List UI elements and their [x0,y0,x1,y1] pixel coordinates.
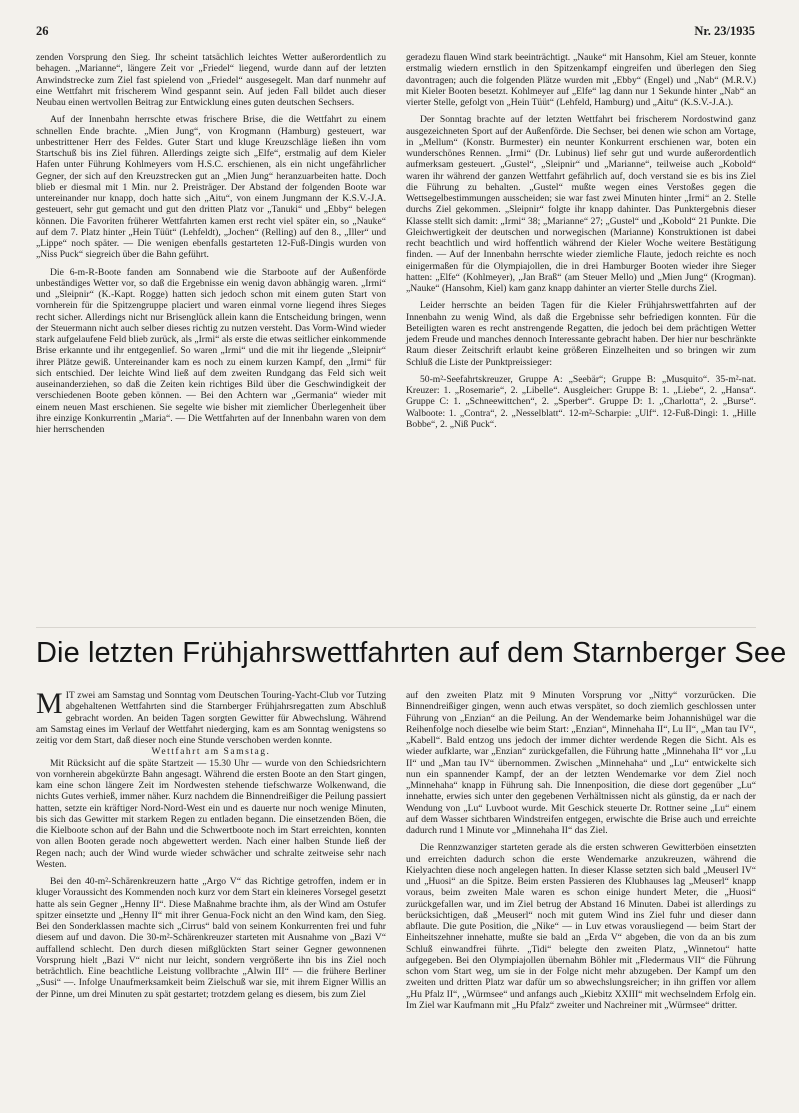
paragraph: Mit Rücksicht auf die späte Startzeit — 15.30 Uhr — wurde von den Schiedsrichtern von vornherein abgekürzte Bahn angesagt. Während die ersten Boote an den Start gingen, kam eine schon längere Zeit im Nordwesten stehende tiefschwarze Wolkenwand, die nichts Gutes verhieß, immer näher. Kurz nachdem die Binnendreißiger die Peilung passiert hatten, setzte ein kräftiger Nord-Nord-West ein und es dauerte nur noch wenige Minuten, bis sich das Gewitter mit starkem Regen zu entladen begann. Die einsetzenden Böen, die die Kielboote schon auf der Bahn und die Schwertboote noch im Start erreichten, konnten von allen Booten gerade noch abgewettert werden. Nach einer halben Stunde ließ der Regen nach; auch der Wind wurde wieder schwächer und schralte zeitweise sehr nach Westen. [36,757,386,870]
paragraph: auf den zweiten Platz mit 9 Minuten Vorsprung vor „Nitty“ vorzurücken. Die Binnendreißiger gingen, wenn auch etwas verspätet, so doch ziemlich geschlossen unter Führung von „Enzian“ an die Peilung. An der Wendemarke beim Johannishügel war die Reihenfolge noch dieselbe wie beim Start: „Enzian“, Minnehaha II“, Lu II“, „Man tau IV“, „Kabell“. Bald entzog uns jedoch der immer dichter werdende Regen die Sicht. Als es wieder aufklarte, war „Enzian“ zurückgefallen, die Führung hatte „Minnehaha II“ vor „Lu II“ und „Man tau IV“ übernommen. Zwischen „Minnehaha“ und „Lu“ entwickelte sich nun ein spannender Kampf, der an der letzten Wendemarke vor dem Ziel noch „Minnehaha“ knapp in Führung sah. Die Innenposition, die diese dort gegenüber „Lu“ innehatte, erwies sich unter den gegebenen Verhältnissen nicht als günstig, da er nach der Wendung von „Lu“ Luvboot wurde. Mit Geschick steuerte Dr. Rottner seine „Lu“ einem auf dem Wasser sichtbaren Windstreifen entgegen, erwischte die Brise auch und erreichte dadurch rund 1 Minute vor „Minnehaha II“ das Ziel. [406,690,756,836]
paragraph: Leider herrschte an beiden Tagen für die Kieler Frühjahrswettfahrten auf der Innenbahn zu wenig Wind, als daß die Ergebnisse sehr befriedigen konnten. Für die Beteiligten waren es recht anstrengende Regatten, die jedoch bei dem prächtigen Wetter jedem Freude und manches dennoch Interessante gebracht haben. Der hier nur beschränkte Raum dieser Zeitschrift erlaubt keine größeren Einzelheiten und so bringen wir zum Schluß die Liste der Punktpreissieger: [406,300,756,368]
page-number: 26 [36,24,49,38]
intro-paragraph [36,690,386,746]
top-left-column [36,52,386,620]
intro-text: IT zwei am Samstag und Sonntag vom Deutschen Touring-Yacht-Club vor Tutzing abgehaltenen Wettfahrten sind die Starnberger Frühjahrsregatten zum Abschluß gebracht worden. An beiden Tagen sorgten Gewitter für Abwechslung. Während am Samstag eines im Verlauf der Wettfahrt niederging, kam es am Sonntag wenigstens so zeitig vor dem Start, daß dieser noch eine Stunde verschoben werden konnte. [36,690,386,746]
bottom-right-column [406,690,756,1100]
paragraph: Der Sonntag brachte auf der letzten Wettfahrt bei frischerem Nordostwind ganz ausgezeichneten Sport auf der Außenförde. Die Sechser, bei denen wie schon am Vortage, in „Mellum“ (Konstr. Burmester) ein neunter Konkurrent erschienen war, boten ein wunderschönes Rennen. „Irmi“ (Dr. Lubinus) lief sehr gut und wurde außerordentlich aufmerksam gesteuert. „Gustel“, „Sleipnir“ und „Marianne“, teilweise auch „Kobold“ waren ihr während der ganzen Wettfahrt gefährlich auf, doch verstand sie es bis ins Ziel die Führung zu behalten. „Gustel“ mußte wegen eines Verstoßes gegen die Wettsegelbestimmungen ausscheiden; sie war fast zwei Minuten hinter „Irmi“ an 2. Stelle durchs Ziel gekommen. „Sleipnir“ folgte ihr knapp dahinter. Das Punktergebnis dieser Klasse stellt sich damit: „Irmi“ 38; „Marianne“ 27; „Gustel“ und „Kobold“ 21 Punkte. Die Gleichwertigkeit der deutschen und norwegischen (Marianne) Konstruktionen ist dabei recht beachtlich und wird hoffentlich während der Kieler Woche weitere Bestätigung finden. — Auf der Innenbahn herrschte wieder ziemliche Flaute, jedoch reichte es noch einigermaßen für die Olympiajollen, die in drei Hamburger Booten wieder ihre Sieger hatten: „Elfe“ (Kohlmeyer), „Jan Braß“ (am Steuer Mello) und „Mien Jung“ (Krogman). „Nauke“ (Hansohm, Kiel) kam ganz knapp dahinter an vierter Stelle durchs Ziel. [406,114,756,294]
page-header [36,24,755,46]
drop-cap: M [36,690,63,720]
paragraph: geradezu flauen Wind stark beeinträchtigt. „Nauke“ mit Hansohm, Kiel am Steuer, konnte erstmalig wiedern ernstlich in den Spitzenkampf eingreifen und überlegen den Sieg davontragen; auch die folgenden Plätze wurden mit „Ebby“ (Engel) und „Nab“ (M.R.V.) mit Kieler Booten besetzt. Kohlmeyer auf „Elfe“ lag dann nur 1 Sekunde hinter „Nab“ an vierter Stelle, gefolgt von „Hein Tüüt“ (Lehfeld, Hamburg) und „Aitu“ (K.S.V.-J.A.). [406,52,756,108]
paragraph: zenden Vorsprung den Sieg. Ihr scheint tatsächlich leichtes Wetter außerordentlich zu behagen. „Marianne“, längere Zeit vor „Friedel“ liegend, wurde dann auf der letzten Anwindstrecke zum Ziel fast spielend von „Friedel“ ausgesegelt. Man darf nunmehr auf eine Wettfahrt mit frischerem Wind gespannt sein. Auf jeden Fall bildet auch dieser Neubau einen wertvollen Beitrag zur Entwicklung eines guten deutschen Sechsers. [36,52,386,108]
section-subhead: Wettfahrt am Samstag. [151,746,271,758]
paragraph: Die Rennzwanziger starteten gerade als die ersten schweren Gewitterböen einsetzten und erreichten dadurch schon die erste Wendemarke anzukreuzen, während die Kielyachten diese noch angelegen hatten. In dieser Klasse setzten sich bald „Meuserl IV“ und „Huosi“ an die Spitze. Beim ersten Passieren des Klubhauses lag „Meuserl“ knapp voraus, beim zweiten Male waren es schon einige hundert Meter, die „Huosi“ zurückgefallen war, und im Ziel betrug der Abstand 16 Minuten. Dabei ist allerdings zu berücksichtigen, daß „Meuserl“ noch mit gutem Wind ins Ziel fuhr und dieser dann abflaute. Die gute Position, die „Nike“ — in Luv etwas vorausliegend — beim Start der Einheitszehner innehatte, mußte sie bald an „Erda V“ abgeben, die von da an bis zum Schluß einwandfrei führte. „Tidi“ belegte den zweiten Platz, „Winnetou“ hatte aufgegeben. Bei den Olympiajollen übernahm Böhler mit „Fledermaus VII“ die Führung schon vom Start weg, um sie in der Folge nicht mehr abzugeben. Der Kampf um den zweiten und dritten Platz war dafür um so abwechslungsreicher; in ihn griffen vor allem „Hu Pfalz II“, „Würmsee“ und anfangs auch „Kiebitz XXIII“ mit wechselndem Erfolg ein. Im Ziel war Kaufmann mit „Hu Pfalz“ zweiter und Nachreiner mit „Würmsee“ dritter. [406,842,756,1011]
paragraph: Auf der Innenbahn herrschte etwas frischere Brise, die die Wettfahrt zu einem schnellen Ende brachte. „Mien Jung“, von Krogmann (Hamburg) gesteuert, war unbestrittener Herr des Feldes. Guter Start und kluge Kreuzschläge ließen ihn vom Startschuß bis ins Ziel führen. Allerdings zeigte sich „Elfe“, erstmalig auf dem Kieler Hafen unter Führung Kohlmeyers vom H.S.C. erschienen, als ein nicht ungefährlicher Gegner, der sich auf den Kreuzstrecken gut an „Mien Jung“ heranzuarbeiten hatte. Doch blieb er diesmal mit 1 Min. nur 2. Preisträger. Der Abstand der folgenden Boote war untereinander nur knapp, doch hatte sich „Aitu“, von einem Jungmann der K.S.V.-J.A. gesteuert, sehr gut gemacht und gut den dritten Platz vor „Tanuki“ und „Ebby“ belegen können. Die Favoriten früherer Wettfahrten kamen erst recht viel später ein, so „Nauke“ auf dem 7. Platz hinter „Hein Tüüt“ (Lehfeldt), „Jochen“ (Relling) auf den 8., „Iller“ und „Lippe“ noch später. — Die wenigen ebenfalls gestarteten 12-Fuß-Dingis wurden von „Niss Puck“ siegreich über die Bahn geführt. [36,114,386,261]
paragraph: Bei den 40-m²-Schärenkreuzern hatte „Argo V“ das Richtige getroffen, indem er in kluger Voraussicht des Kommenden noch kurz vor dem Start ein kleineres Vorsegel gesetzt hatte als sein Gegner „Henny II“. Diese Maßnahme brachte ihm, als der Wind am Ostufer spitzer einsetzte und „Henny II“ mit ihrer Genua-Fock nicht an den Wind kam, den Sieg. Bei den Sonderklassen machte sich „Cirrus“ bald von seinem Konkurrenten frei und fuhr diesem auf und davon. Die 30-m²-Schärenkreuzer starteten mit Ausnahme von „Bazi V“ auffallend schlecht. Den durch diesen mißglückten Start seiner Gegner gewonnenen Vorsprung hielt „Bazi V“ nicht nur leicht, sondern vergrößerte ihn bis ins Ziel noch beträchtlich. Eine beachtliche Leistung vollbrachte „Alwin III“ — die frühere Berliner „Susi“ —. Infolge Unaufmerksamkeit beim Zielschuß war sie, mit ihrem Eigner Willis an der Pinne, um drei Minuten zu spät gestartet; trotzdem gelang es diesem, bis zum Ziel [36,876,386,1000]
article-continuation [36,52,756,620]
paragraph: Die 6-m-R-Boote fanden am Sonnabend wie die Starboote auf der Außenförde unbeständiges Wetter vor, so daß die Ergebnisse ein wenig davon abhängig waren. „Irmi“ und „Sleipnir“ (K.-Kapt. Rogge) hatten sich jedoch schon mit einem guten Start von vornherein für die Spitzengruppe placiert und waren einmal vorne liegend ihres Sieges recht sicher. Allerdings nicht nur Brisenglück allein kann die Entscheidung bringen, wenn der Steuermann nicht auch selber dieses richtig zu nutzen versteht. Das Vorm-Wind wieder stark aufgelaufene Feld blieb zurück, als „Irmi“ als erste die etwas seitlicher einkommende Brise erkannte und ihr entgegenlief. So waren „Irmi“ und die mit ihr liegende „Sleipnir“ ihrer Plätze gewiß. Untereinander kam es noch zu einem kurzen Kampf, den „Irmi“ für sich entschied. Der leichte Wind ließ auf dem zweiten Rundgang das Feld sich weit auseinanderziehen, so daß die Zeiten kein richtiges Bild über die Geschwindigkeit der verschiedenen Boote geben können. — Bei den Achtern war „Germania“ wieder mit einem neuen Mast erschienen. Sie segelte wie bisher mit ziemlicher Überlegenheit über ihre einzige Konkurrentin „Maria“. — Die Wettfahrten auf der Innenbahn waren von dem hier herrschenden [36,266,386,435]
issue-number: Nr. 23/1935 [694,24,755,38]
top-right-column [406,52,756,620]
section-divider [36,627,756,628]
bottom-left-column [36,690,386,1100]
article-body [36,690,756,1100]
paragraph: 50-m²-Seefahrtskreuzer, Gruppe A: „Seebär“; Gruppe B: „Musquito“. 35-m²-nat. Kreuzer: 1. „Rosemarie“, 2. „Libelle“. Ausgleicher: Gruppe B: 1. „Liebe“, 2. „Hansa“. Gruppe C: 1. „Schneewittchen“, 2. „Sperber“. Gruppe D: 1. „Charlotta“, 2. „Burse“. Walboote: 1. „Contra“, 2. „Nesselblatt“. 12-m²-Scharpie: „Ulf“. 12-Fuß-Dingi: 1. „Hille Bobbe“, 2. „Niß Puck“. [406,373,756,430]
article-headline: Die letzten Frühjahrswettfahrten auf dem Starnberger See [36,637,787,669]
